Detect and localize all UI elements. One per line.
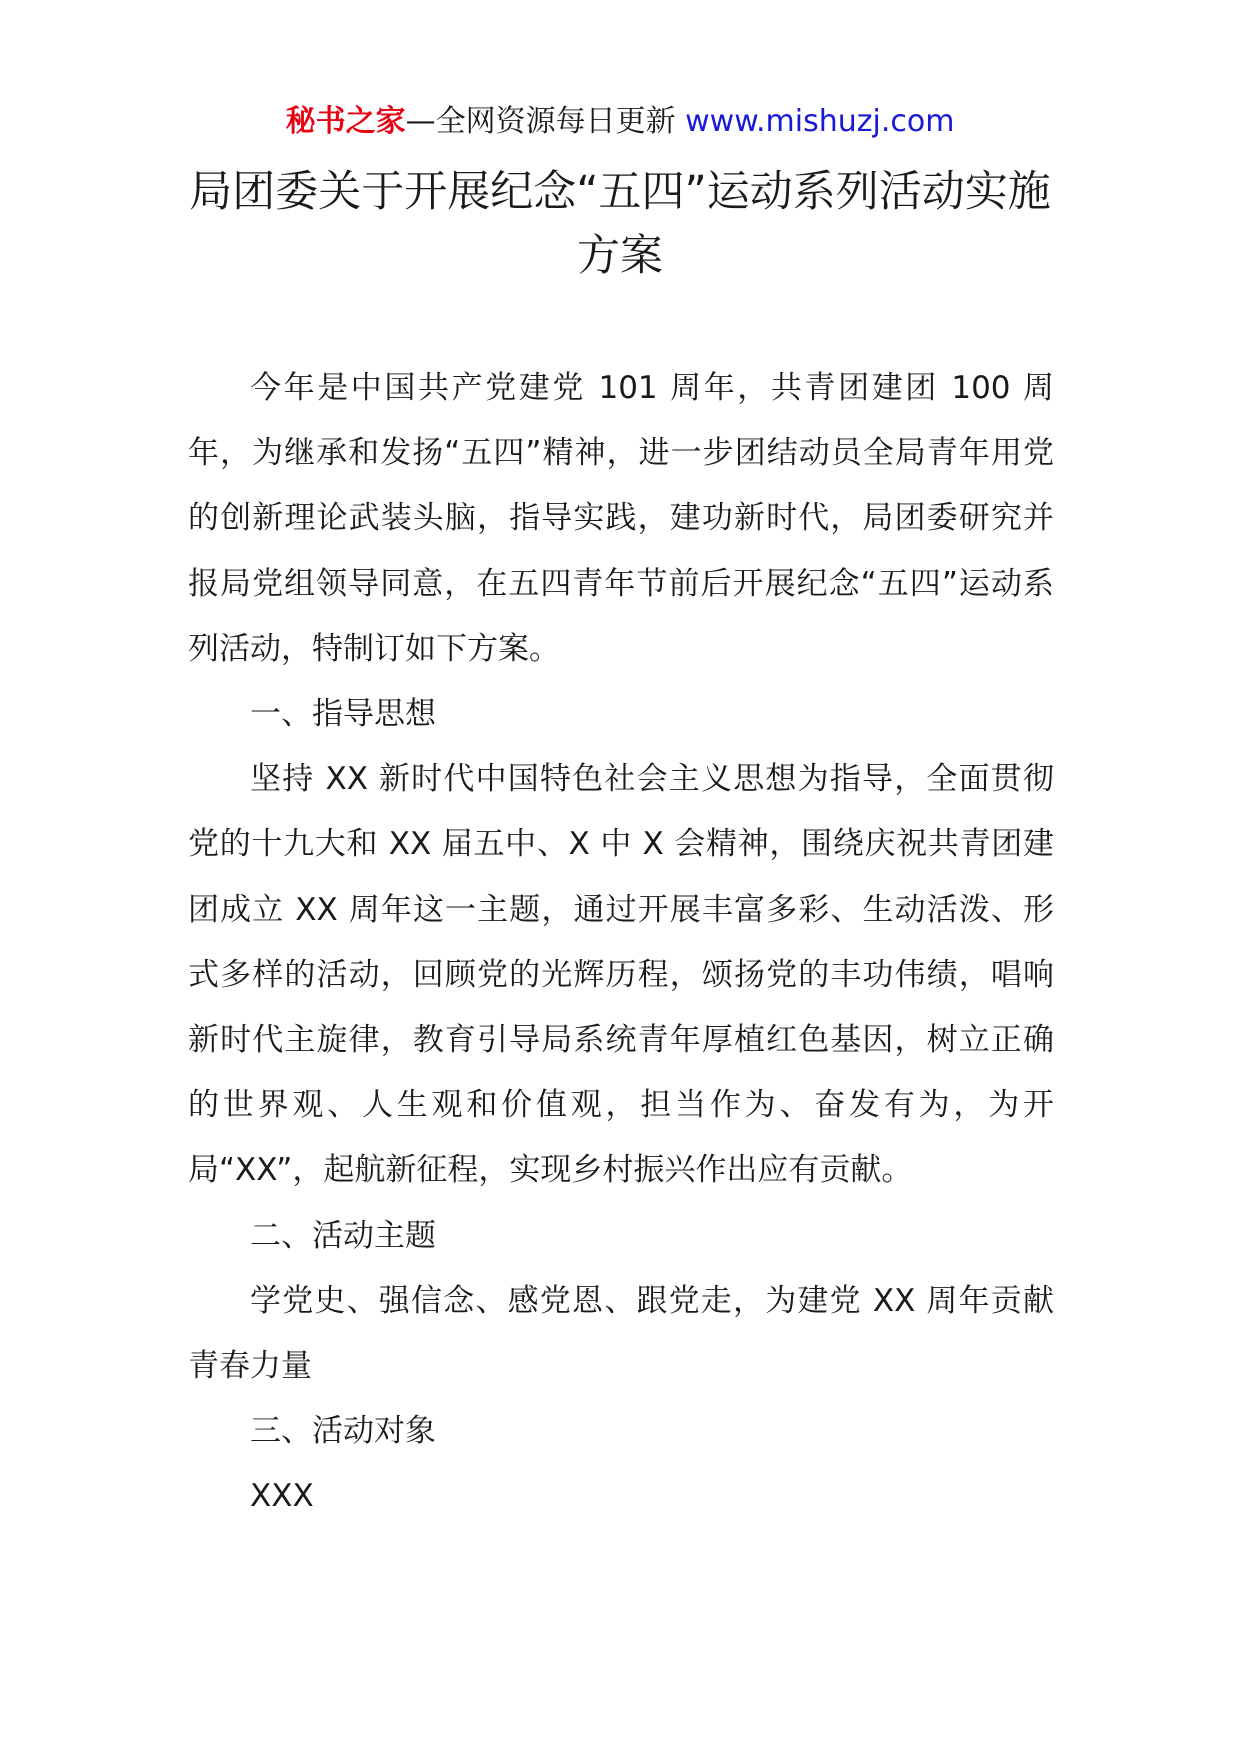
intro-paragraph: 今年是中国共产党建党 101 周年，共青团建团 100 周年，为继承和发扬“五四”精神，进一步团结动员全局青年用党的创新理论武装头脑，指导实践，建功新时代，局团委研究并报局党组领导同意，在五四青年节前后开展纪念“五四”运动系列活动，特制订如下方案。 — [188, 370, 1054, 667]
activity-target-paragraph: XXX — [250, 1478, 314, 1515]
site-url: www.mishuzj.com — [685, 104, 955, 139]
document-title: 局团委关于开展纪念“五四”运动系列活动实施方案 — [189, 167, 1051, 281]
section-heading-guiding-ideology: 一、指导思想 — [250, 696, 436, 733]
section-heading-activity-theme: 二、活动主题 — [250, 1217, 436, 1254]
header-tagline: —全网资源每日更新 — [405, 104, 686, 139]
guiding-ideology-paragraph: 坚持 XX 新时代中国特色社会主义思想为指导，全面贯彻党的十九大和 XX 届五中、X 中 X 会精神，围绕庆祝共青团建团成立 XX 周年这一主题，通过开展丰富多彩、生动活泼、形式多样的活动，回顾党的光辉历程，颂扬党的丰功伟绩，唱响新时代主旋律，教育引导局系统青年厚植红色基因，树立正确的世界观、人生观和价值观，担当作为、奋发有为，为开局“XX”，起航新征程，实现乡村振兴作出应有贡献。 — [188, 761, 1054, 1189]
watermark-header — [0, 100, 1240, 144]
brand-name: 秘书之家 — [285, 104, 406, 139]
section-heading-activity-target: 三、活动对象 — [250, 1413, 436, 1450]
document-body — [188, 356, 1054, 1530]
activity-theme-paragraph: 学党史、强信念、感党恩、跟党走，为建党 XX 周年贡献青春力量 — [188, 1282, 1054, 1385]
